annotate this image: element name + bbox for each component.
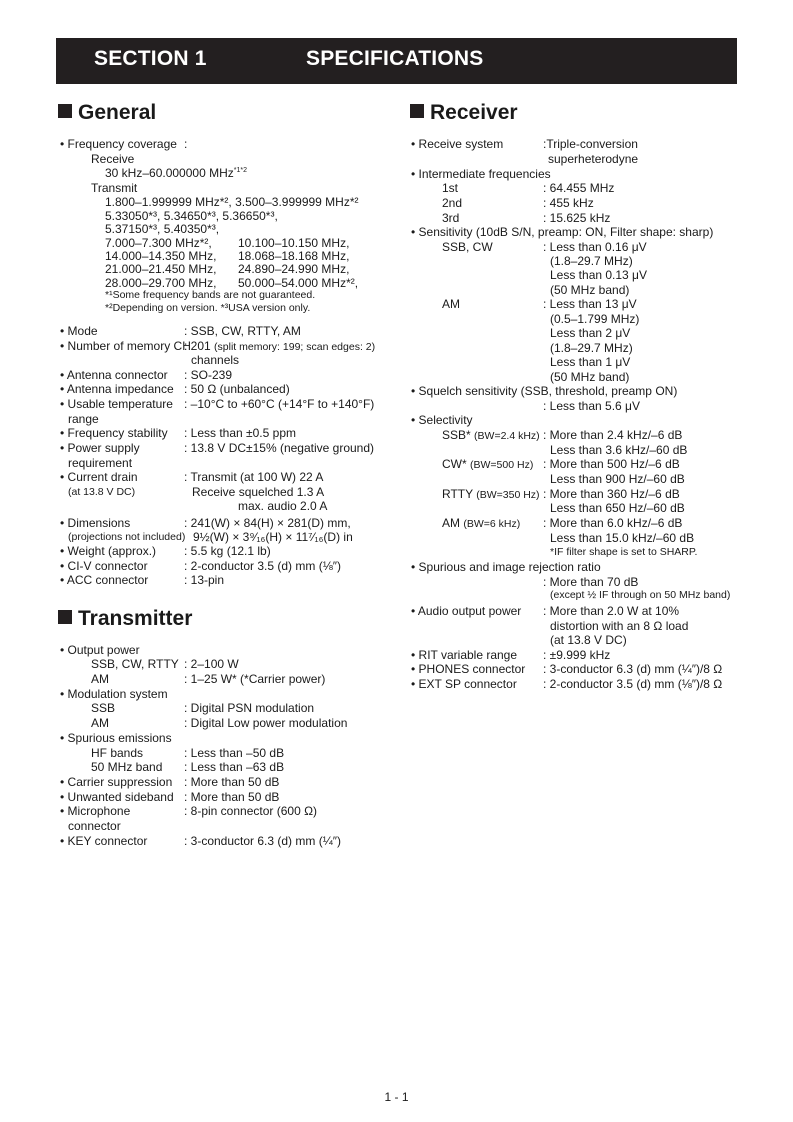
section-title: SPECIFICATIONS <box>306 47 484 70</box>
selectivity-am-value-1: : More than 6.0 kHz/–6 dB <box>543 516 683 530</box>
square-bullet-icon <box>410 104 424 118</box>
memory-ch-value-2: channels <box>191 353 240 367</box>
spurious-hf-label: HF bands <box>91 746 144 760</box>
acc-connector-value: : 13-pin <box>184 573 225 587</box>
current-drain-note: (at 13.8 V DC) <box>68 486 136 498</box>
footnote-1: *¹Some frequency bands are not guaranteed. <box>105 289 316 301</box>
memory-ch-label: • Number of memory CH <box>60 339 191 353</box>
if-2nd-label: 2nd <box>442 196 463 210</box>
sensitivity-am-value-5: Less than 1 μV <box>550 355 631 369</box>
spurious-50mhz-label: 50 MHz band <box>91 760 163 774</box>
sensitivity-ssb-label: SSB, CW <box>442 240 493 254</box>
if-1st-label: 1st <box>442 181 459 195</box>
if-3rd-label: 3rd <box>442 211 460 225</box>
section-header-bar <box>56 38 737 84</box>
selectivity-rtty-value-1: : More than 360 Hz/–6 dB <box>543 487 680 501</box>
transmit-line-5b: 18.068–18.168 MHz, <box>238 249 350 263</box>
weight-label: • Weight (approx.) <box>60 544 157 558</box>
selectivity-ssb-value-1: : More than 2.4 kHz/–6 dB <box>543 428 683 442</box>
dimensions-note: (projections not included) <box>68 531 186 543</box>
sensitivity-ssb-value-4: (50 MHz band) <box>550 283 630 297</box>
receiver-heading: Receiver <box>410 101 518 125</box>
usable-temperature-label: • Usable temperature <box>60 397 173 411</box>
selectivity-label: • Selectivity <box>411 413 473 427</box>
transmit-line-4a: 7.000–7.300 MHz*², <box>105 236 212 250</box>
dimensions-in: 9½(W) × 3⁹⁄₁₆(H) × 11⁷⁄₁₆(D) in <box>193 530 353 544</box>
rit-range-value: : ±9.999 kHz <box>543 648 611 662</box>
modulation-am-label: AM <box>91 716 109 730</box>
receive-value: 30 kHz–60.000000 MHz$^{*1*2}$ <box>105 166 247 180</box>
selectivity-rtty-value-2: Less than 650 Hz/–60 dB <box>550 501 685 515</box>
image-rejection-label: • Spurious and image rejection ratio <box>411 560 601 574</box>
selectivity-cw-label: CW* (BW=500 Hz) <box>442 457 534 471</box>
key-connector-label: • KEY connector <box>60 834 148 848</box>
output-power-am-value: : 1–25 W* (*Carrier power) <box>184 672 326 686</box>
selectivity-ssb-label: SSB* (BW=2.4 kHz) <box>442 428 540 442</box>
selectivity-cw-value-1: : More than 500 Hz/–6 dB <box>543 457 680 471</box>
rit-range-label: • RIT variable range <box>411 648 518 662</box>
ext-sp-connector-value: : 2-conductor 3.5 (d) mm (⅛″)/8 Ω <box>543 677 723 691</box>
civ-connector-label: • CI-V connector <box>60 559 148 573</box>
squelch-sensitivity-label: • Squelch sensitivity (SSB, threshold, preamp ON) <box>411 384 678 398</box>
usable-temperature-label-2: range <box>68 412 99 426</box>
current-drain-transmit: : Transmit (at 100 W) 22 A <box>184 470 324 484</box>
civ-connector-value: : 2-conductor 3.5 (d) mm (⅛″) <box>184 559 341 573</box>
memory-ch-value: : 201 (split memory: 199; scan edges: 2) <box>184 339 376 353</box>
sensitivity-label: • Sensitivity (10dB S/N, preamp: ON, Filter shape: sharp) <box>411 225 714 239</box>
transmit-line-3: 5.37150*³, 5.40350*³, <box>105 222 220 236</box>
transmitter-heading: Transmitter <box>58 607 192 631</box>
sensitivity-am-value-1: : Less than 13 μV <box>543 297 637 311</box>
transmit-line-2: 5.33050*³, 5.34650*³, 5.36650*³, <box>105 209 278 223</box>
modulation-system-label: • Modulation system <box>60 687 168 701</box>
section-number: SECTION 1 <box>94 47 207 70</box>
power-supply-label-2: requirement <box>68 456 133 470</box>
frequency-stability-label: • Frequency stability <box>60 426 168 440</box>
selectivity-ssb-value-2: Less than 3.6 kHz/–60 dB <box>550 443 688 457</box>
receive-system-value-2: superheterodyne <box>548 152 639 166</box>
sensitivity-am-value-3: Less than 2 μV <box>550 326 631 340</box>
selectivity-am-label: AM (BW=6 kHz) <box>442 516 521 530</box>
mode-label: • Mode <box>60 324 98 338</box>
footnote-2: *²Depending on version. *³USA version only. <box>105 302 311 314</box>
selectivity-cw-value-2: Less than 900 Hz/–60 dB <box>550 472 685 486</box>
spurious-hf-value: : Less than –50 dB <box>184 746 285 760</box>
selectivity-note: *IF filter shape is set to SHARP. <box>550 546 698 558</box>
output-power-label: • Output power <box>60 643 140 657</box>
key-connector-value: : 3-conductor 6.3 (d) mm (¼″) <box>184 834 341 848</box>
general-heading: General <box>58 101 156 125</box>
antenna-connector-value: : SO-239 <box>184 368 233 382</box>
freq-coverage-colon: : <box>184 137 188 151</box>
sensitivity-ssb-value-2: (1.8–29.7 MHz) <box>550 254 633 268</box>
selectivity-am-value-2: Less than 15.0 kHz/–60 dB <box>550 531 695 545</box>
output-power-am-label: AM <box>91 672 109 686</box>
square-bullet-icon <box>58 104 72 118</box>
receive-label: Receive <box>91 152 135 166</box>
transmit-line-5a: 14.000–14.350 MHz, <box>105 249 217 263</box>
modulation-am-value: : Digital Low power modulation <box>184 716 348 730</box>
current-drain-receive: Receive squelched 1.3 A <box>192 485 325 499</box>
antenna-impedance-label: • Antenna impedance <box>60 382 174 396</box>
transmit-line-6a: 21.000–21.450 MHz, <box>105 262 217 276</box>
audio-output-value-1: : More than 2.0 W at 10% <box>543 604 680 618</box>
square-bullet-icon <box>58 610 72 624</box>
dimensions-label: • Dimensions <box>60 516 131 530</box>
sensitivity-ssb-value-3: Less than 0.13 μV <box>550 268 647 282</box>
selectivity-rtty-label: RTTY (BW=350 Hz) <box>442 487 540 501</box>
spurious-emissions-label: • Spurious emissions <box>60 731 172 745</box>
phones-connector-value: : 3-conductor 6.3 (d) mm (¼″)/8 Ω <box>543 662 723 676</box>
sensitivity-am-value-4: (1.8–29.7 MHz) <box>550 341 633 355</box>
output-power-ssb-label: SSB, CW, RTTY <box>91 657 179 671</box>
spurious-50mhz-value: : Less than –63 dB <box>184 760 285 774</box>
image-rejection-value: : More than 70 dB <box>543 575 639 589</box>
freq-coverage-label: • Frequency coverage <box>60 137 177 151</box>
audio-output-value-3: (at 13.8 V DC) <box>550 633 627 647</box>
antenna-connector-label: • Antenna connector <box>60 368 168 382</box>
unwanted-sideband-label: • Unwanted sideband <box>60 790 174 804</box>
current-drain-max-audio: max. audio 2.0 A <box>238 499 328 513</box>
mode-value: : SSB, CW, RTTY, AM <box>184 324 301 338</box>
transmit-line-1: 1.800–1.999999 MHz*², 3.500–3.999999 MHz*² <box>105 195 359 209</box>
unwanted-sideband-value: : More than 50 dB <box>184 790 280 804</box>
audio-output-value-2: distortion with an 8 Ω load <box>550 619 689 633</box>
squelch-sensitivity-value: : Less than 5.6 μV <box>543 399 640 413</box>
transmit-label: Transmit <box>91 181 138 195</box>
carrier-suppression-label: • Carrier suppression <box>60 775 173 789</box>
modulation-ssb-label: SSB <box>91 701 116 715</box>
transmit-line-6b: 24.890–24.990 MHz, <box>238 262 350 276</box>
receive-system-value: :Triple-conversion <box>543 137 638 151</box>
output-power-ssb-value: : 2–100 W <box>184 657 239 671</box>
transmit-line-4b: 10.100–10.150 MHz, <box>238 236 350 250</box>
microphone-value: : 8-pin connector (600 Ω) <box>184 804 318 818</box>
image-rejection-note: (except ½ IF through on 50 MHz band) <box>550 589 731 601</box>
power-supply-label: • Power supply <box>60 441 140 455</box>
weight-value: : 5.5 kg (12.1 lb) <box>184 544 271 558</box>
receive-system-label: • Receive system <box>411 137 504 151</box>
current-drain-label: • Current drain <box>60 470 138 484</box>
if-3rd-value: : 15.625 kHz <box>543 211 611 225</box>
acc-connector-label: • ACC connector <box>60 573 149 587</box>
if-1st-value: : 64.455 MHz <box>543 181 615 195</box>
sensitivity-am-value-2: (0.5–1.799 MHz) <box>550 312 640 326</box>
carrier-suppression-value: : More than 50 dB <box>184 775 280 789</box>
microphone-label: • Microphone <box>60 804 131 818</box>
audio-output-label: • Audio output power <box>411 604 522 618</box>
microphone-label-2: connector <box>68 819 121 833</box>
sensitivity-am-label: AM <box>442 297 460 311</box>
dimensions-mm: : 241(W) × 84(H) × 281(D) mm, <box>184 516 351 530</box>
usable-temperature-value: : –10°C to +60°C (+14°F to +140°F) <box>184 397 375 411</box>
transmit-line-7a: 28.000–29.700 MHz, <box>105 276 217 290</box>
page-number: 1 - 1 <box>384 1090 409 1104</box>
sensitivity-am-value-6: (50 MHz band) <box>550 370 630 384</box>
power-supply-value: : 13.8 V DC±15% (negative ground) <box>184 441 375 455</box>
sensitivity-ssb-value-1: : Less than 0.16 μV <box>543 240 647 254</box>
transmit-line-7b: 50.000–54.000 MHz*², <box>238 276 359 290</box>
frequency-stability-value: : Less than ±0.5 ppm <box>184 426 296 440</box>
modulation-ssb-value: : Digital PSN modulation <box>184 701 315 715</box>
antenna-impedance-value: : 50 Ω (unbalanced) <box>184 382 290 396</box>
intermediate-freq-label: • Intermediate frequencies <box>411 167 551 181</box>
phones-connector-label: • PHONES connector <box>411 662 526 676</box>
if-2nd-value: : 455 kHz <box>543 196 594 210</box>
ext-sp-connector-label: • EXT SP connector <box>411 677 517 691</box>
